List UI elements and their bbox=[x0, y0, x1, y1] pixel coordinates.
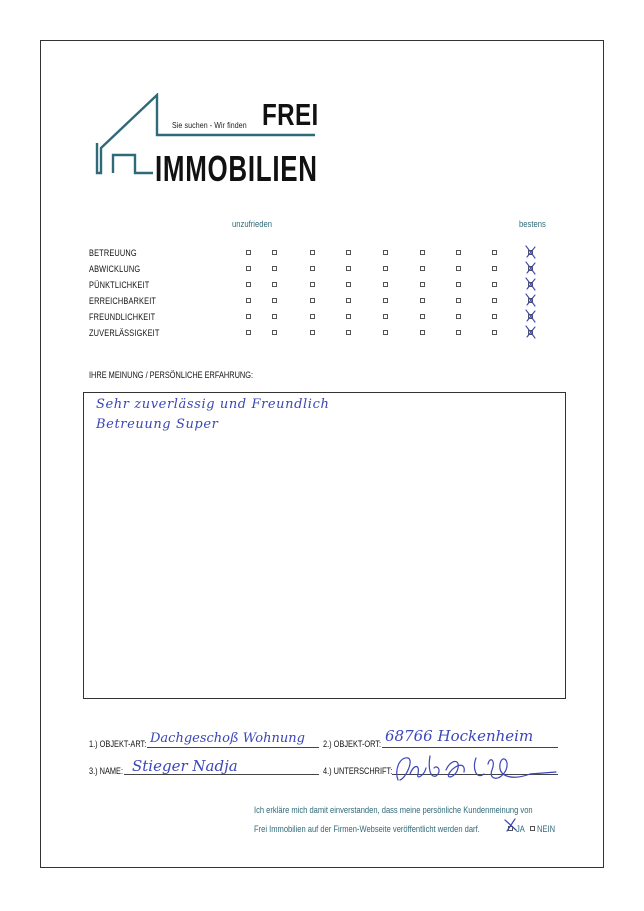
rating-checkbox[interactable] bbox=[420, 314, 425, 319]
rating-checkmark bbox=[523, 293, 539, 307]
rating-checkbox[interactable] bbox=[272, 314, 277, 319]
rating-checkbox[interactable] bbox=[310, 266, 315, 271]
object-location-value[interactable]: 68766 Hockenheim bbox=[385, 727, 534, 745]
rating-checkbox[interactable] bbox=[420, 298, 425, 303]
rating-checkbox[interactable] bbox=[272, 298, 277, 303]
rating-checkbox[interactable] bbox=[492, 330, 497, 335]
object-type-line bbox=[147, 747, 319, 748]
rating-checkbox[interactable] bbox=[456, 298, 461, 303]
rating-checkbox[interactable] bbox=[492, 314, 497, 319]
rating-checkbox[interactable] bbox=[246, 282, 251, 287]
name-label: 3.) NAME: bbox=[89, 766, 124, 776]
object-type-label: 1.) OBJEKT-ART: bbox=[89, 739, 147, 749]
rating-checkbox[interactable] bbox=[383, 282, 388, 287]
rating-checkmark bbox=[523, 309, 539, 323]
rating-checkbox[interactable] bbox=[246, 298, 251, 303]
rating-checkbox[interactable] bbox=[492, 282, 497, 287]
rating-checkbox[interactable] bbox=[456, 266, 461, 271]
rating-checkbox[interactable] bbox=[346, 314, 351, 319]
rating-checkbox[interactable] bbox=[456, 250, 461, 255]
consent-line-1: Ich erkläre mich damit einverstanden, dass meine persönliche Kundenmeinung von bbox=[254, 805, 533, 815]
rating-checkbox[interactable] bbox=[383, 330, 388, 335]
opinion-textbox[interactable] bbox=[83, 392, 566, 699]
rating-checkbox[interactable] bbox=[310, 282, 315, 287]
rating-checkmark bbox=[523, 261, 539, 275]
rating-checkbox[interactable] bbox=[246, 314, 251, 319]
rating-label: ABWICKLUNG bbox=[89, 264, 141, 274]
consent-no-checkbox[interactable] bbox=[530, 826, 535, 831]
rating-checkbox[interactable] bbox=[456, 282, 461, 287]
rating-checkmark bbox=[523, 245, 539, 259]
handwritten-signature[interactable] bbox=[380, 750, 560, 786]
rating-checkbox[interactable] bbox=[310, 250, 315, 255]
rating-checkbox[interactable] bbox=[383, 266, 388, 271]
rating-label: BETREUUNG bbox=[89, 248, 137, 258]
consent-yes-label: JA bbox=[516, 824, 525, 834]
consent-no-label: NEIN bbox=[537, 824, 556, 834]
rating-label: PÜNKTLICHKEIT bbox=[89, 280, 150, 290]
rating-checkbox[interactable] bbox=[383, 298, 388, 303]
brand-name-immobilien: IMMOBILIEN bbox=[155, 148, 318, 189]
rating-checkbox[interactable] bbox=[272, 282, 277, 287]
rating-checkmark bbox=[523, 277, 539, 291]
rating-checkbox[interactable] bbox=[456, 314, 461, 319]
rating-checkbox[interactable] bbox=[272, 266, 277, 271]
rating-checkbox[interactable] bbox=[310, 298, 315, 303]
rating-checkbox[interactable] bbox=[456, 330, 461, 335]
opinion-line-2: Betreuung Super bbox=[96, 417, 219, 432]
opinion-title: IHRE MEINUNG / PERSÖNLICHE ERFAHRUNG: bbox=[89, 370, 254, 380]
rating-checkbox[interactable] bbox=[310, 314, 315, 319]
rating-checkbox[interactable] bbox=[420, 266, 425, 271]
brand-name-frei: FREI bbox=[262, 97, 319, 132]
object-location-label: 2.) OBJEKT-ORT: bbox=[323, 739, 382, 749]
signature-label: 4.) UNTERSCHRIFT: bbox=[323, 766, 393, 776]
rating-checkbox[interactable] bbox=[492, 298, 497, 303]
rating-checkmark bbox=[523, 325, 539, 339]
rating-checkbox[interactable] bbox=[383, 250, 388, 255]
rating-checkbox[interactable] bbox=[346, 266, 351, 271]
rating-checkbox[interactable] bbox=[346, 282, 351, 287]
rating-checkbox[interactable] bbox=[383, 314, 388, 319]
brand-tagline: Sie suchen - Wir finden bbox=[172, 121, 247, 130]
rating-checkbox[interactable] bbox=[492, 250, 497, 255]
rating-checkbox[interactable] bbox=[346, 250, 351, 255]
rating-checkbox[interactable] bbox=[346, 330, 351, 335]
rating-checkbox[interactable] bbox=[420, 282, 425, 287]
rating-checkbox[interactable] bbox=[420, 250, 425, 255]
object-type-value[interactable]: Dachgeschoß Wohnung bbox=[150, 731, 305, 746]
scale-high-label: bestens bbox=[519, 219, 546, 229]
rating-checkbox[interactable] bbox=[420, 330, 425, 335]
rating-label: ZUVERLÄSSIGKEIT bbox=[89, 328, 160, 338]
rating-checkbox[interactable] bbox=[492, 266, 497, 271]
opinion-line-1: Sehr zuverlässig und Freundlich bbox=[96, 397, 330, 412]
rating-label: ERREICHBARKEIT bbox=[89, 296, 157, 306]
consent-line-2: Frei Immobilien auf der Firmen-Webseite veröffentlicht werden darf. bbox=[254, 824, 480, 834]
object-location-line bbox=[382, 747, 558, 748]
rating-checkbox[interactable] bbox=[246, 266, 251, 271]
rating-label: FREUNDLICHKEIT bbox=[89, 312, 156, 322]
name-value[interactable]: Stieger Nadja bbox=[132, 757, 238, 775]
scale-low-label: unzufrieden bbox=[232, 219, 272, 229]
rating-checkbox[interactable] bbox=[246, 250, 251, 255]
rating-checkbox[interactable] bbox=[272, 250, 277, 255]
rating-checkbox[interactable] bbox=[310, 330, 315, 335]
rating-checkbox[interactable] bbox=[246, 330, 251, 335]
rating-checkbox[interactable] bbox=[346, 298, 351, 303]
rating-checkbox[interactable] bbox=[272, 330, 277, 335]
